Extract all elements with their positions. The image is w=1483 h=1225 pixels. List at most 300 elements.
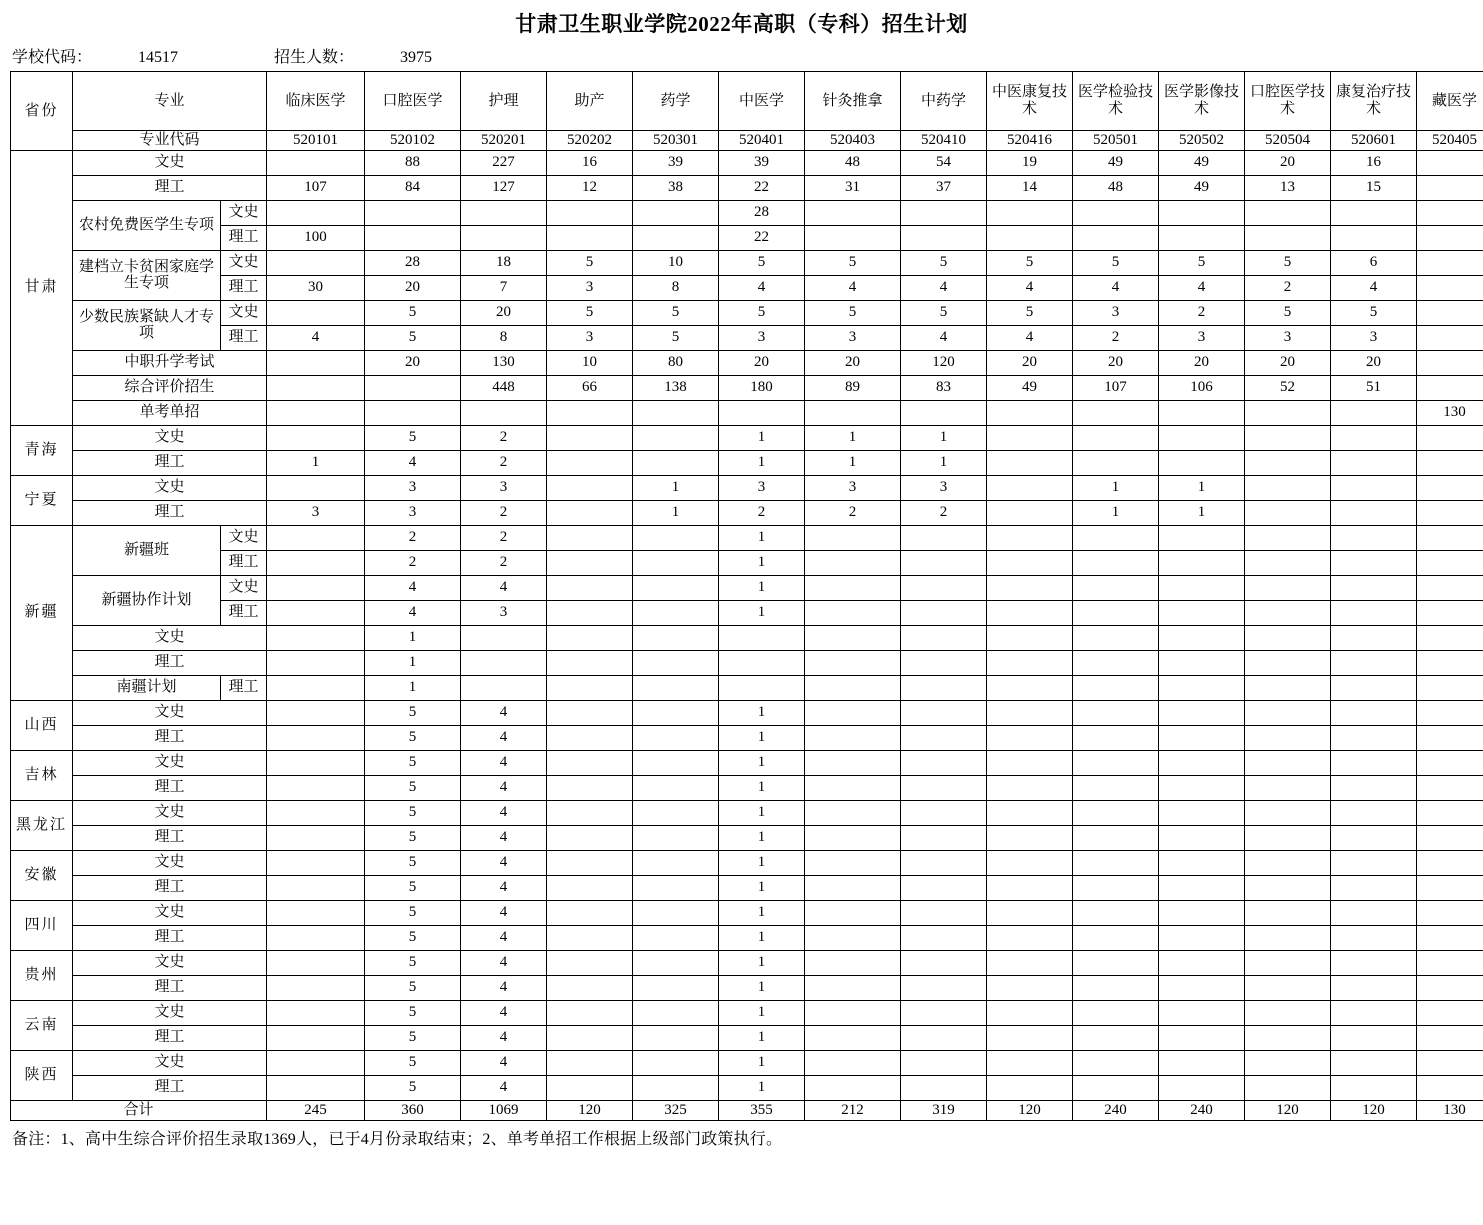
value-cell: 5 [547, 250, 633, 275]
subject-cell: 文史 [73, 1050, 267, 1075]
province-cell: 宁夏 [11, 475, 73, 525]
value-cell: 48 [1073, 175, 1159, 200]
value-cell [547, 725, 633, 750]
subject-cell: 文史 [73, 150, 267, 175]
value-cell [267, 475, 365, 500]
value-cell [805, 975, 901, 1000]
table-row [11, 625, 1483, 650]
value-cell [633, 700, 719, 725]
value-cell [1331, 550, 1417, 575]
value-cell [1245, 200, 1331, 225]
value-cell [1417, 825, 1483, 850]
value-cell: 1 [719, 850, 805, 875]
table-row [11, 325, 1483, 350]
value-cell [1245, 550, 1331, 575]
value-cell [1417, 975, 1483, 1000]
value-cell [901, 625, 987, 650]
value-cell [987, 750, 1073, 775]
province-cell: 青海 [11, 425, 73, 475]
value-cell [1159, 400, 1245, 425]
value-cell [987, 950, 1073, 975]
value-cell [901, 550, 987, 575]
table-row [11, 900, 1483, 925]
value-cell [1073, 650, 1159, 675]
value-cell: 6 [1331, 250, 1417, 275]
value-cell [1417, 900, 1483, 925]
value-cell [1245, 925, 1331, 950]
subject-cell: 理工 [73, 175, 267, 200]
value-cell: 3 [1331, 325, 1417, 350]
value-cell [633, 650, 719, 675]
value-cell [365, 400, 461, 425]
value-cell [267, 825, 365, 850]
table-row [11, 550, 1483, 575]
value-cell: 5 [719, 300, 805, 325]
value-cell [633, 1075, 719, 1100]
value-cell [1073, 950, 1159, 975]
subject-cell: 文史 [73, 700, 267, 725]
value-cell: 28 [365, 250, 461, 275]
value-cell [1417, 675, 1483, 700]
value-cell [805, 675, 901, 700]
value-cell: 7 [461, 275, 547, 300]
value-cell: 84 [365, 175, 461, 200]
total-value: 325 [633, 1100, 719, 1120]
value-cell [267, 575, 365, 600]
value-cell [1073, 825, 1159, 850]
value-cell: 49 [987, 375, 1073, 400]
value-cell [267, 1000, 365, 1025]
value-cell [547, 575, 633, 600]
value-cell [1159, 525, 1245, 550]
value-cell [547, 200, 633, 225]
value-cell: 1 [719, 900, 805, 925]
table-row [11, 300, 1483, 325]
value-cell [547, 1025, 633, 1050]
value-cell: 3 [1245, 325, 1331, 350]
value-cell: 2 [461, 450, 547, 475]
value-cell: 4 [461, 950, 547, 975]
value-cell [1073, 900, 1159, 925]
subject-cell: 文史 [73, 900, 267, 925]
value-cell: 4 [461, 900, 547, 925]
value-cell [547, 650, 633, 675]
value-cell [633, 825, 719, 850]
value-cell [1159, 225, 1245, 250]
value-cell [805, 200, 901, 225]
value-cell: 8 [633, 275, 719, 300]
value-cell [1245, 425, 1331, 450]
value-cell: 448 [461, 375, 547, 400]
value-cell [1245, 575, 1331, 600]
value-cell [1417, 1050, 1483, 1075]
value-cell [1073, 750, 1159, 775]
value-cell: 107 [1073, 375, 1159, 400]
table-row [11, 875, 1483, 900]
subject-cell: 理工 [73, 975, 267, 1000]
value-cell [1073, 875, 1159, 900]
value-cell: 1 [719, 950, 805, 975]
header-code-5: 520401 [719, 131, 805, 151]
value-cell [805, 400, 901, 425]
subject-cell: 理工 [221, 225, 267, 250]
total-value: 212 [805, 1100, 901, 1120]
value-cell [1159, 850, 1245, 875]
table-row [11, 175, 1483, 200]
value-cell [901, 675, 987, 700]
province-cell: 吉林 [11, 750, 73, 800]
value-cell [267, 750, 365, 775]
value-cell [267, 1050, 365, 1075]
value-cell [1245, 725, 1331, 750]
header-code-1: 520102 [365, 131, 461, 151]
header-code-7: 520410 [901, 131, 987, 151]
value-cell [987, 800, 1073, 825]
value-cell [547, 425, 633, 450]
value-cell [1159, 825, 1245, 850]
value-cell [1417, 775, 1483, 800]
value-cell: 1 [719, 1050, 805, 1075]
value-cell [987, 575, 1073, 600]
value-cell: 5 [805, 300, 901, 325]
value-cell [547, 1075, 633, 1100]
value-cell [805, 875, 901, 900]
value-cell [1331, 675, 1417, 700]
value-cell: 5 [365, 1050, 461, 1075]
subject-cell: 理工 [73, 875, 267, 900]
value-cell: 1 [719, 425, 805, 450]
value-cell [1159, 450, 1245, 475]
value-cell [1073, 675, 1159, 700]
value-cell: 5 [901, 250, 987, 275]
value-cell: 1 [719, 725, 805, 750]
header-province: 省份 [11, 72, 73, 151]
value-cell: 80 [633, 350, 719, 375]
province-cell: 山西 [11, 700, 73, 750]
value-cell [805, 1050, 901, 1075]
value-cell [1245, 750, 1331, 775]
value-cell [1331, 875, 1417, 900]
table-row [11, 750, 1483, 775]
value-cell [1159, 1025, 1245, 1050]
value-cell [987, 925, 1073, 950]
value-cell [1331, 450, 1417, 475]
table-row [11, 800, 1483, 825]
value-cell [547, 1050, 633, 1075]
value-cell: 1 [901, 425, 987, 450]
value-cell [901, 800, 987, 825]
value-cell: 20 [1245, 150, 1331, 175]
value-cell [901, 200, 987, 225]
value-cell [633, 400, 719, 425]
subject-cell: 理工 [221, 675, 267, 700]
value-cell: 2 [461, 550, 547, 575]
value-cell: 5 [901, 300, 987, 325]
value-cell [1073, 200, 1159, 225]
value-cell [1245, 1075, 1331, 1100]
value-cell [1417, 925, 1483, 950]
province-cell: 贵州 [11, 950, 73, 1000]
value-cell [1331, 650, 1417, 675]
header-code-10: 520502 [1159, 131, 1245, 151]
value-cell [1073, 450, 1159, 475]
value-cell: 1 [365, 675, 461, 700]
subject-cell: 理工 [73, 925, 267, 950]
value-cell [1417, 1075, 1483, 1100]
value-cell [461, 200, 547, 225]
value-cell [1417, 175, 1483, 200]
value-cell [547, 450, 633, 475]
value-cell [267, 150, 365, 175]
value-cell [547, 700, 633, 725]
value-cell [987, 1025, 1073, 1050]
value-cell [1245, 450, 1331, 475]
total-value: 240 [1073, 1100, 1159, 1120]
value-cell [1331, 950, 1417, 975]
value-cell [901, 775, 987, 800]
value-cell: 20 [1331, 350, 1417, 375]
header-major: 专业 [73, 72, 267, 131]
value-cell [1417, 500, 1483, 525]
subject-cell: 文史 [73, 475, 267, 500]
value-cell [633, 450, 719, 475]
value-cell: 20 [1073, 350, 1159, 375]
value-cell: 4 [365, 575, 461, 600]
header-row-codes [11, 131, 1483, 151]
value-cell [267, 525, 365, 550]
value-cell [633, 225, 719, 250]
value-cell [987, 450, 1073, 475]
value-cell [1417, 725, 1483, 750]
total-value: 130 [1417, 1100, 1483, 1120]
value-cell: 1 [719, 550, 805, 575]
value-cell: 4 [1073, 275, 1159, 300]
header-code-0: 520101 [267, 131, 365, 151]
subject-cell: 理工 [73, 725, 267, 750]
value-cell: 1 [719, 775, 805, 800]
value-cell [1073, 925, 1159, 950]
value-cell: 4 [461, 800, 547, 825]
value-cell [461, 625, 547, 650]
value-cell [987, 725, 1073, 750]
value-cell [987, 775, 1073, 800]
value-cell [547, 975, 633, 1000]
value-cell [805, 600, 901, 625]
category-cell: 少数民族紧缺人才专项 [73, 300, 221, 350]
value-cell [805, 1075, 901, 1100]
value-cell [1331, 600, 1417, 625]
value-cell [547, 475, 633, 500]
value-cell: 2 [1245, 275, 1331, 300]
value-cell: 3 [267, 500, 365, 525]
value-cell [987, 400, 1073, 425]
category-cell: 南疆计划 [73, 675, 221, 700]
value-cell: 3 [719, 475, 805, 500]
value-cell: 1 [719, 525, 805, 550]
value-cell: 5 [1159, 250, 1245, 275]
value-cell [1331, 575, 1417, 600]
value-cell: 22 [719, 175, 805, 200]
value-cell [547, 400, 633, 425]
table-row [11, 400, 1483, 425]
value-cell [1245, 675, 1331, 700]
value-cell [1159, 550, 1245, 575]
value-cell [1331, 1025, 1417, 1050]
value-cell [805, 1000, 901, 1025]
value-cell [719, 675, 805, 700]
value-cell [805, 825, 901, 850]
header-major-4: 药学 [633, 72, 719, 131]
value-cell [1331, 225, 1417, 250]
value-cell [1417, 150, 1483, 175]
value-cell [633, 875, 719, 900]
value-cell [633, 200, 719, 225]
value-cell [633, 1000, 719, 1025]
value-cell [1331, 850, 1417, 875]
value-cell [805, 775, 901, 800]
value-cell [901, 525, 987, 550]
value-cell [633, 800, 719, 825]
value-cell: 4 [461, 1025, 547, 1050]
value-cell [1159, 975, 1245, 1000]
value-cell [633, 775, 719, 800]
table-row [11, 350, 1483, 375]
value-cell [805, 225, 901, 250]
value-cell: 5 [365, 700, 461, 725]
value-cell: 20 [461, 300, 547, 325]
subject-cell: 文史 [73, 1000, 267, 1025]
header-major-8: 中医康复技术 [987, 72, 1073, 131]
value-cell: 66 [547, 375, 633, 400]
value-cell [1417, 950, 1483, 975]
value-cell [719, 625, 805, 650]
value-cell [1159, 650, 1245, 675]
header-major-2: 护理 [461, 72, 547, 131]
total-value: 120 [1331, 1100, 1417, 1120]
value-cell: 4 [719, 275, 805, 300]
value-cell: 1 [719, 1075, 805, 1100]
value-cell: 1 [1073, 475, 1159, 500]
value-cell [1331, 925, 1417, 950]
value-cell [1159, 1000, 1245, 1025]
value-cell: 4 [461, 975, 547, 1000]
value-cell [901, 950, 987, 975]
value-cell [1159, 725, 1245, 750]
value-cell: 5 [365, 825, 461, 850]
value-cell: 4 [461, 725, 547, 750]
value-cell [267, 950, 365, 975]
value-cell [901, 725, 987, 750]
value-cell [267, 900, 365, 925]
value-cell: 4 [461, 775, 547, 800]
subject-cell: 文史 [221, 525, 267, 550]
value-cell: 1 [633, 500, 719, 525]
value-cell: 4 [901, 275, 987, 300]
value-cell: 28 [719, 200, 805, 225]
value-cell: 130 [1417, 400, 1483, 425]
value-cell [1331, 525, 1417, 550]
value-cell [267, 875, 365, 900]
total-value: 240 [1159, 1100, 1245, 1120]
value-cell [633, 950, 719, 975]
value-cell [547, 675, 633, 700]
value-cell: 4 [267, 325, 365, 350]
value-cell: 4 [461, 825, 547, 850]
value-cell [633, 1050, 719, 1075]
value-cell: 20 [1245, 350, 1331, 375]
value-cell [1417, 1025, 1483, 1050]
subject-cell: 理工 [73, 1025, 267, 1050]
header-code-8: 520416 [987, 131, 1073, 151]
value-cell: 8 [461, 325, 547, 350]
value-cell [633, 900, 719, 925]
value-cell: 2 [461, 500, 547, 525]
value-cell: 2 [1073, 325, 1159, 350]
value-cell [805, 950, 901, 975]
value-cell [547, 950, 633, 975]
value-cell: 4 [461, 875, 547, 900]
value-cell [365, 225, 461, 250]
header-major-10: 医学影像技术 [1159, 72, 1245, 131]
value-cell [547, 775, 633, 800]
value-cell [805, 750, 901, 775]
value-cell [633, 550, 719, 575]
subject-cell: 理工 [221, 275, 267, 300]
value-cell [267, 300, 365, 325]
value-cell [901, 1050, 987, 1075]
category-cell: 新疆协作计划 [73, 575, 221, 625]
value-cell [267, 700, 365, 725]
value-cell [805, 1025, 901, 1050]
value-cell [547, 900, 633, 925]
value-cell [1073, 400, 1159, 425]
value-cell [1073, 850, 1159, 875]
value-cell [365, 200, 461, 225]
value-cell [1245, 850, 1331, 875]
value-cell: 5 [805, 250, 901, 275]
value-cell: 2 [805, 500, 901, 525]
table-row [11, 1050, 1483, 1075]
header-major-12: 康复治疗技术 [1331, 72, 1417, 131]
value-cell [987, 600, 1073, 625]
value-cell [267, 550, 365, 575]
value-cell [1417, 275, 1483, 300]
value-cell [1073, 1025, 1159, 1050]
value-cell [547, 1000, 633, 1025]
value-cell [987, 675, 1073, 700]
value-cell [1417, 300, 1483, 325]
value-cell [267, 375, 365, 400]
header-row-majors [11, 72, 1483, 131]
value-cell: 12 [547, 175, 633, 200]
value-cell [267, 350, 365, 375]
header-major-1: 口腔医学 [365, 72, 461, 131]
value-cell [547, 875, 633, 900]
value-cell [987, 825, 1073, 850]
value-cell [987, 475, 1073, 500]
value-cell: 2 [461, 525, 547, 550]
province-cell: 黑龙江 [11, 800, 73, 850]
value-cell [1159, 1075, 1245, 1100]
table-row [11, 575, 1483, 600]
value-cell [547, 225, 633, 250]
value-cell [987, 1075, 1073, 1100]
value-cell: 1 [719, 750, 805, 775]
value-cell: 5 [1331, 300, 1417, 325]
value-cell [1417, 425, 1483, 450]
value-cell [987, 625, 1073, 650]
value-cell: 4 [987, 325, 1073, 350]
